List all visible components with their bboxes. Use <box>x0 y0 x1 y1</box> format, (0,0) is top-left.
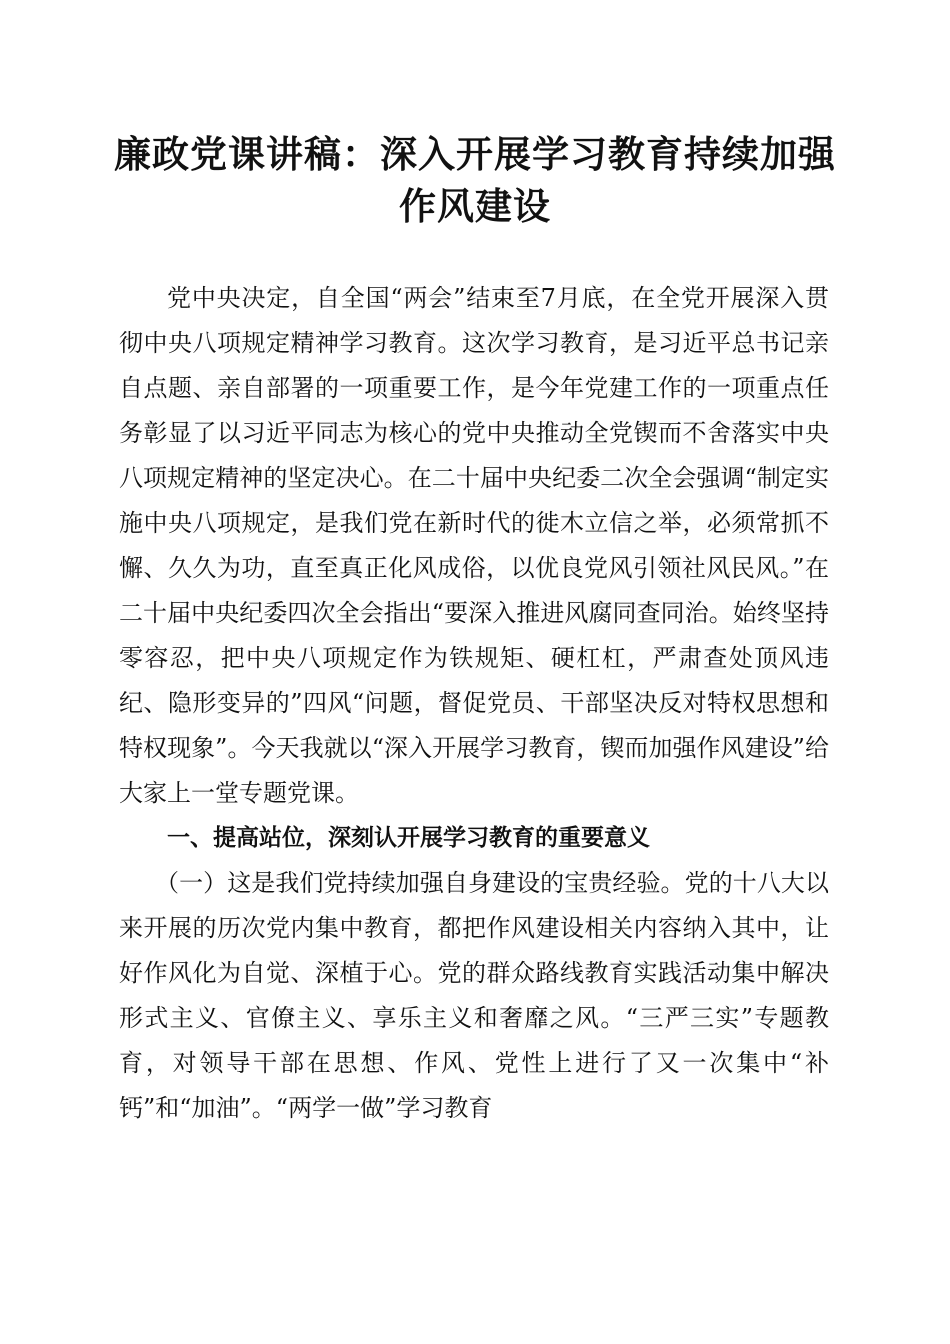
subsection-paragraph: （一）这是我们党持续加强自身建设的宝贵经验。党的十八大以来开展的历次党内集中教育，都把作风建设相关内容纳入其中，让好作风化为自觉、深植于心。党的群众路线教育实践活动集中解决形式主义、官僚主义、享乐主义和奢靡之风。“三严三实”专题教育，对领导干部在思想、作风、党性上进行了又一次集中“补钙”和“加油”。“两学一做”学习教育 <box>119 869 829 1122</box>
document-body <box>119 276 829 1131</box>
document-title: 廉政党课讲稿：深入开展学习教育持续加强作风建设 <box>114 132 836 228</box>
intro-paragraph: 党中央决定，自全国“两会”结束至7月底，在全党开展深入贯彻中央八项规定精神学习教育。这次学习教育，是习近平总书记亲自点题、亲自部署的一项重要工作，是今年党建工作的一项重点任务彰显了以习近平同志为核心的党中央推动全党锲而不舍落实中央八项规定精神的坚定决心。在二十届中央纪委二次全会强调“制定实施中央八项规定，是我们党在新时代的徙木立信之举，必须常抓不懈、久久为功，直至真正化风成俗，以优良党风引领社风民风。”在二十届中央纪委四次全会指出“要深入推进风腐同查同治。始终坚持零容忍，把中央八项规定作为铁规矩、硬杠杠，严肃查处顶风违纪、隐形变异的”四风“问题，督促党员、干部坚决反对特权思想和特权现象”。今天我就以“深入开展学习教育，锲而加强作风建设”给大家上一堂专题党课。 <box>119 284 829 807</box>
section-heading: 一、提高站位，深刻认开展学习教育的重要意义 <box>167 825 650 851</box>
